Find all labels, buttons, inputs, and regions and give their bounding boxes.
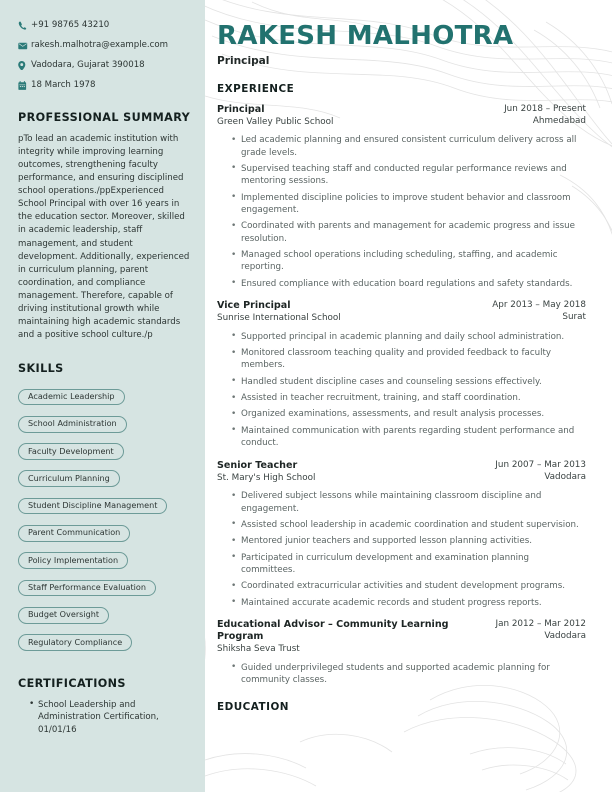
- job-organization: Sunrise International School: [217, 313, 341, 324]
- contact-item-location: [18, 60, 191, 71]
- location-text: Vadodara, Gujarat 390018: [31, 60, 145, 70]
- skill-pill: Student Discipline Management: [18, 498, 167, 515]
- skill-pill: Academic Leadership: [18, 389, 125, 406]
- job-organization: Shiksha Seva Trust: [217, 644, 300, 655]
- skills-list: [18, 384, 191, 657]
- job-organization: St. Mary's High School: [217, 472, 316, 483]
- certifications-heading: CERTIFICATIONS: [18, 676, 126, 690]
- location-pin-icon: [18, 60, 31, 71]
- experience-entry-right: [495, 619, 586, 643]
- job-bullets: [217, 662, 586, 687]
- experience-entry-left: [217, 619, 485, 656]
- phone-text: +91 98765 43210: [31, 20, 110, 30]
- job-bullet: • Ensured compliance with education board regulations and safety standards.: [231, 278, 586, 290]
- job-role: Principal: [217, 103, 265, 115]
- job-bullets: [217, 490, 586, 609]
- experience-heading: EXPERIENCE: [217, 82, 295, 95]
- professional-summary-text: pTo lead an academic institution with integrity while improving learning outcomes, strengthening faculty performance, and ensuring disciplined school operations./ppExperienced School Principal with over 16 years in the education sector. Moreover, skilled in academic leadership, staff management, and student development. Additionally, experienced in curriculum planning, parent coordination, and compliance management. Therefore, capable of driving institutional growth while maintaining high academic standards and a positive school culture./p: [18, 134, 190, 340]
- experience-entry-right: [504, 104, 586, 128]
- job-bullet: • Monitored classroom teaching quality and provided feedback to faculty members.: [231, 347, 586, 372]
- experience-entry: [217, 300, 586, 449]
- professional-summary-heading: PROFESSIONAL SUMMARY: [18, 111, 191, 124]
- certification-item: • School Leadership and Administration Certification, 01/01/16: [29, 699, 191, 736]
- job-bullet: • Managed school operations including scheduling, staffing, and academic reporting.: [231, 249, 586, 274]
- job-bullets: [217, 134, 586, 290]
- experience-entry-header: [217, 104, 586, 129]
- job-bullet: • Implemented discipline policies to improve student behavior and classroom engagement.: [231, 192, 586, 217]
- headline-title: Principal: [217, 54, 270, 67]
- job-dates: Jan 2012 – Mar 2012: [495, 618, 586, 629]
- job-bullet: • Assisted in teacher recruitment, training, and staff coordination.: [231, 392, 586, 404]
- experience-entry-left: [217, 104, 494, 129]
- job-bullet: • Organized examinations, assessments, and result analysis processes.: [231, 408, 586, 420]
- skill-pill: Regulatory Compliance: [18, 634, 132, 651]
- experience-entry-header: [217, 300, 586, 325]
- job-role: Vice Principal: [217, 300, 291, 312]
- job-bullet: • Handled student discipline cases and counseling sessions effectively.: [231, 376, 586, 388]
- main-content: [205, 0, 612, 792]
- job-bullet: • Mentored junior teachers and supported lesson planning activities.: [231, 535, 586, 547]
- phone-icon: [18, 20, 31, 31]
- job-bullet: • Assisted school leadership in academic coordination and student supervision.: [231, 519, 586, 531]
- job-role: Senior Teacher: [217, 459, 298, 471]
- skill-pill: Staff Performance Evaluation: [18, 580, 156, 597]
- contact-list: [18, 20, 191, 91]
- job-bullet: • Maintained accurate academic records and student progress reports.: [231, 597, 586, 609]
- experience-entry: [217, 104, 586, 290]
- experience-entry-right: [495, 460, 586, 484]
- experience-entry-left: [217, 300, 482, 325]
- job-bullet: • Participated in curriculum development and examination planning committees.: [231, 552, 586, 577]
- job-bullet: • Guided underprivileged students and supported academic planning for community classes.: [231, 662, 586, 687]
- contact-item-phone: [18, 20, 191, 31]
- job-bullet: • Delivered subject lessons while maintaining classroom discipline and engagement.: [231, 490, 586, 515]
- experience-entry-left: [217, 460, 485, 485]
- sidebar: [0, 0, 205, 792]
- calendar-icon: [18, 80, 31, 91]
- job-bullet: • Supervised teaching staff and conducted regular performance reviews and mentoring sessions.: [231, 163, 586, 188]
- birthdate-text: 18 March 1978: [31, 80, 96, 90]
- job-location: Ahmedabad: [532, 116, 586, 127]
- education-heading: EDUCATION: [217, 700, 290, 713]
- skill-pill: Faculty Development: [18, 443, 124, 460]
- contact-item-email: [18, 40, 191, 51]
- job-role: Educational Advisor – Community Learning Program: [217, 618, 449, 643]
- experience-entry: [217, 460, 586, 609]
- certifications-list: [18, 699, 191, 736]
- skill-pill: Parent Communication: [18, 525, 130, 542]
- job-dates: Jun 2007 – Mar 2013: [495, 459, 586, 470]
- experience-entry-header: [217, 619, 586, 656]
- job-location: Vadodara: [544, 631, 586, 642]
- experience-entry-right: [492, 300, 586, 324]
- skills-heading: SKILLS: [18, 362, 64, 375]
- job-location: Surat: [562, 312, 586, 323]
- job-bullet: • Led academic planning and ensured consistent curriculum delivery across all grade levels.: [231, 134, 586, 159]
- contact-item-birthdate: [18, 80, 191, 91]
- skill-pill: Policy Implementation: [18, 552, 128, 569]
- experience-entry-header: [217, 460, 586, 485]
- skill-pill: Budget Oversight: [18, 607, 109, 624]
- job-bullets: [217, 331, 586, 450]
- job-dates: Jun 2018 – Present: [504, 103, 586, 114]
- skill-pill: Curriculum Planning: [18, 470, 120, 487]
- skill-pill: School Administration: [18, 416, 127, 433]
- email-text: rakesh.malhotra@example.com: [31, 40, 168, 50]
- experience-entry: [217, 619, 586, 687]
- job-bullet: • Coordinated extracurricular activities and student development programs.: [231, 580, 586, 592]
- page-title: RAKESH MALHOTRA: [217, 21, 514, 51]
- job-bullet: • Coordinated with parents and management for academic progress and issue resolution.: [231, 220, 586, 245]
- job-bullet: • Supported principal in academic planning and daily school administration.: [231, 331, 586, 343]
- job-location: Vadodara: [544, 471, 586, 482]
- job-organization: Green Valley Public School: [217, 116, 334, 127]
- job-bullet: • Maintained communication with parents regarding student performance and conduct.: [231, 425, 586, 450]
- job-dates: Apr 2013 – May 2018: [492, 300, 586, 311]
- email-icon: [18, 40, 31, 51]
